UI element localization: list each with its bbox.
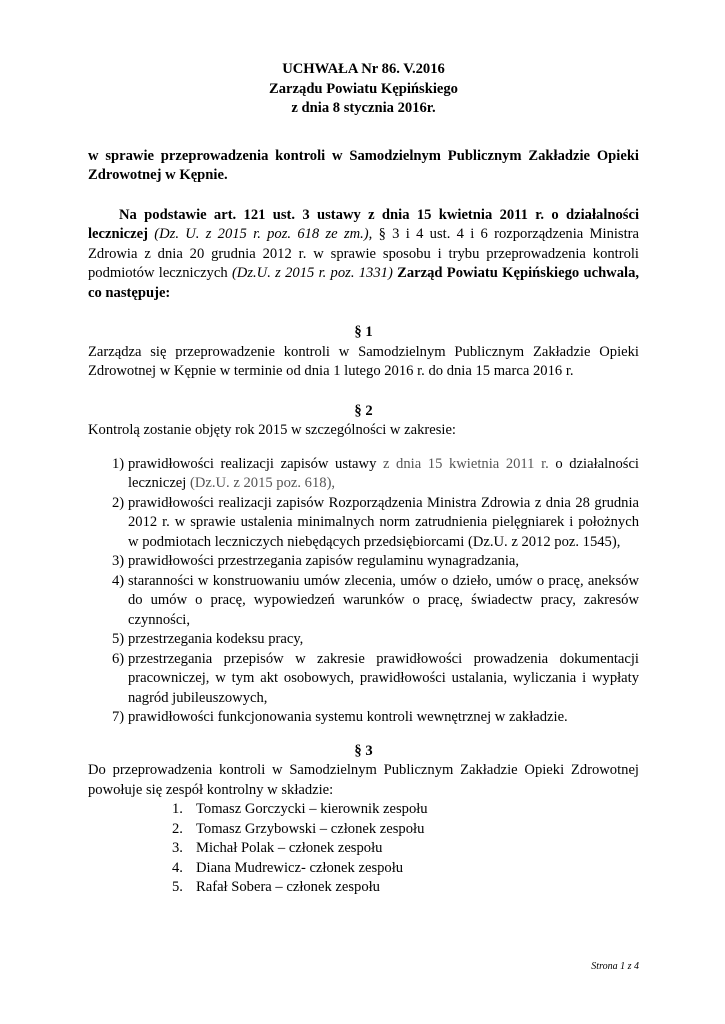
resolution-header [88,60,639,119]
resolution-subject: w sprawie przeprowadzenia kontroli w Samodzielnym Publicznym Zakładzie Opieki Zdrowotnej w Kępnie. [88,147,639,183]
basis-ref-1: (Dz. U. z 2015 r. poz. 618 ze zm.), [154,226,373,242]
basis-part-1: Na podstawie art. 121 ust. 3 ustawy z dnia 15 kwietnia 2011 r. o działalności leczniczej [88,206,639,242]
team-member: 2. Tomasz Grzybowski – członek zespołu [172,820,425,837]
team-member: 4. Diana Mudrewicz- członek zespołu [172,859,404,876]
team-member: 1. Tomasz Gorczycki – kierownik zespołu [172,801,428,817]
list-item: 6) przestrzegania przepisów w zakresie prawidłowości prowadzenia dokumentacji pracowniczej, w tym akt osobowych, prawidłowości ustalania, wyliczania i wypłaty nagród jubileuszowych, [112,650,639,706]
list-item: 3) prawidłowości przestrzegania zapisów regulaminu wynagradzania, [112,553,520,569]
list-item: 7) prawidłowości funkcjonowania systemu kontroli wewnętrznej w zakładzie. [112,709,568,725]
issuing-body: Zarządu Powiatu Kępińskiego [269,80,458,97]
scope-list [88,455,639,728]
list-item: 2) prawidłowości realizacji zapisów Rozporządzenia Ministra Zdrowia z dnia 28 grudnia 2012 r. w sprawie ustalenia minimalnych norm zatrudnienia pielęgniarek i położnych w podmiotach leczniczych niebędących przedsiębiorcami (Dz.U. z 2012 poz. 1545), [112,494,639,550]
section-1-text: Zarządza się przeprowadzenie kontroli w Samodzielnym Publicznym Zakładzie Opieki Zdrowotnej w Kępnie w terminie od dnia 1 lutego 2016 r. do dnia 15 marca 2016 r. [88,343,639,379]
section-1-title: § 1 [354,324,373,340]
list-item: 4) staranności w konstruowaniu umów zlecenia, umów o dzieło, umów o pracę, aneksów do umów o pracę, wypowiedzeń warunków o pracę, świadectw pracy, zakresów czynności, [112,572,639,628]
resolution-number: UCHWAŁA Nr 86. V.2016 [282,61,445,77]
section-2-intro: Kontrolą zostanie objęty rok 2015 w szczególności w zakresie: [88,422,456,438]
document-page [88,60,639,898]
list-item: 5) przestrzegania kodeksu pracy, [112,631,304,647]
section-2-title: § 2 [354,402,373,419]
page-number: Strona 1 z 4 [591,961,639,972]
basis-part-2: § 3 i 4 ust. 4 i 6 rozporządzenia Ministra Zdrowia z dnia 20 grudnia 2012 r. w sprawie sposobu i trybu przeprowadzenia kontroli podmiotów leczniczych [88,226,639,281]
resolution-date: z dnia 8 stycznia 2016r. [291,100,436,116]
team-member: 5. Rafał Sobera – członek zespołu [172,879,380,895]
section-3-title: § 3 [354,742,373,759]
team-list [88,800,639,898]
team-member: 3. Michał Polak – członek zespołu [172,840,383,856]
section-3-intro: Do przeprowadzenia kontroli w Samodzielnym Publicznym Zakładzie Opieki Zdrowotnej powołuje się zespół kontrolny w składzie: [88,762,639,798]
list-item: 1) prawidłowości realizacji zapisów ustawy z dnia 15 kwietnia 2011 r. o działalności leczniczej (Dz.U. z 2015 poz. 618), [112,455,639,491]
legal-basis [88,206,639,304]
basis-ref-2: (Dz.U. z 2015 r. poz. 1331) [231,265,393,281]
basis-part-3: Zarząd Powiatu Kępińskiego uchwala, co następuje: [88,265,640,301]
